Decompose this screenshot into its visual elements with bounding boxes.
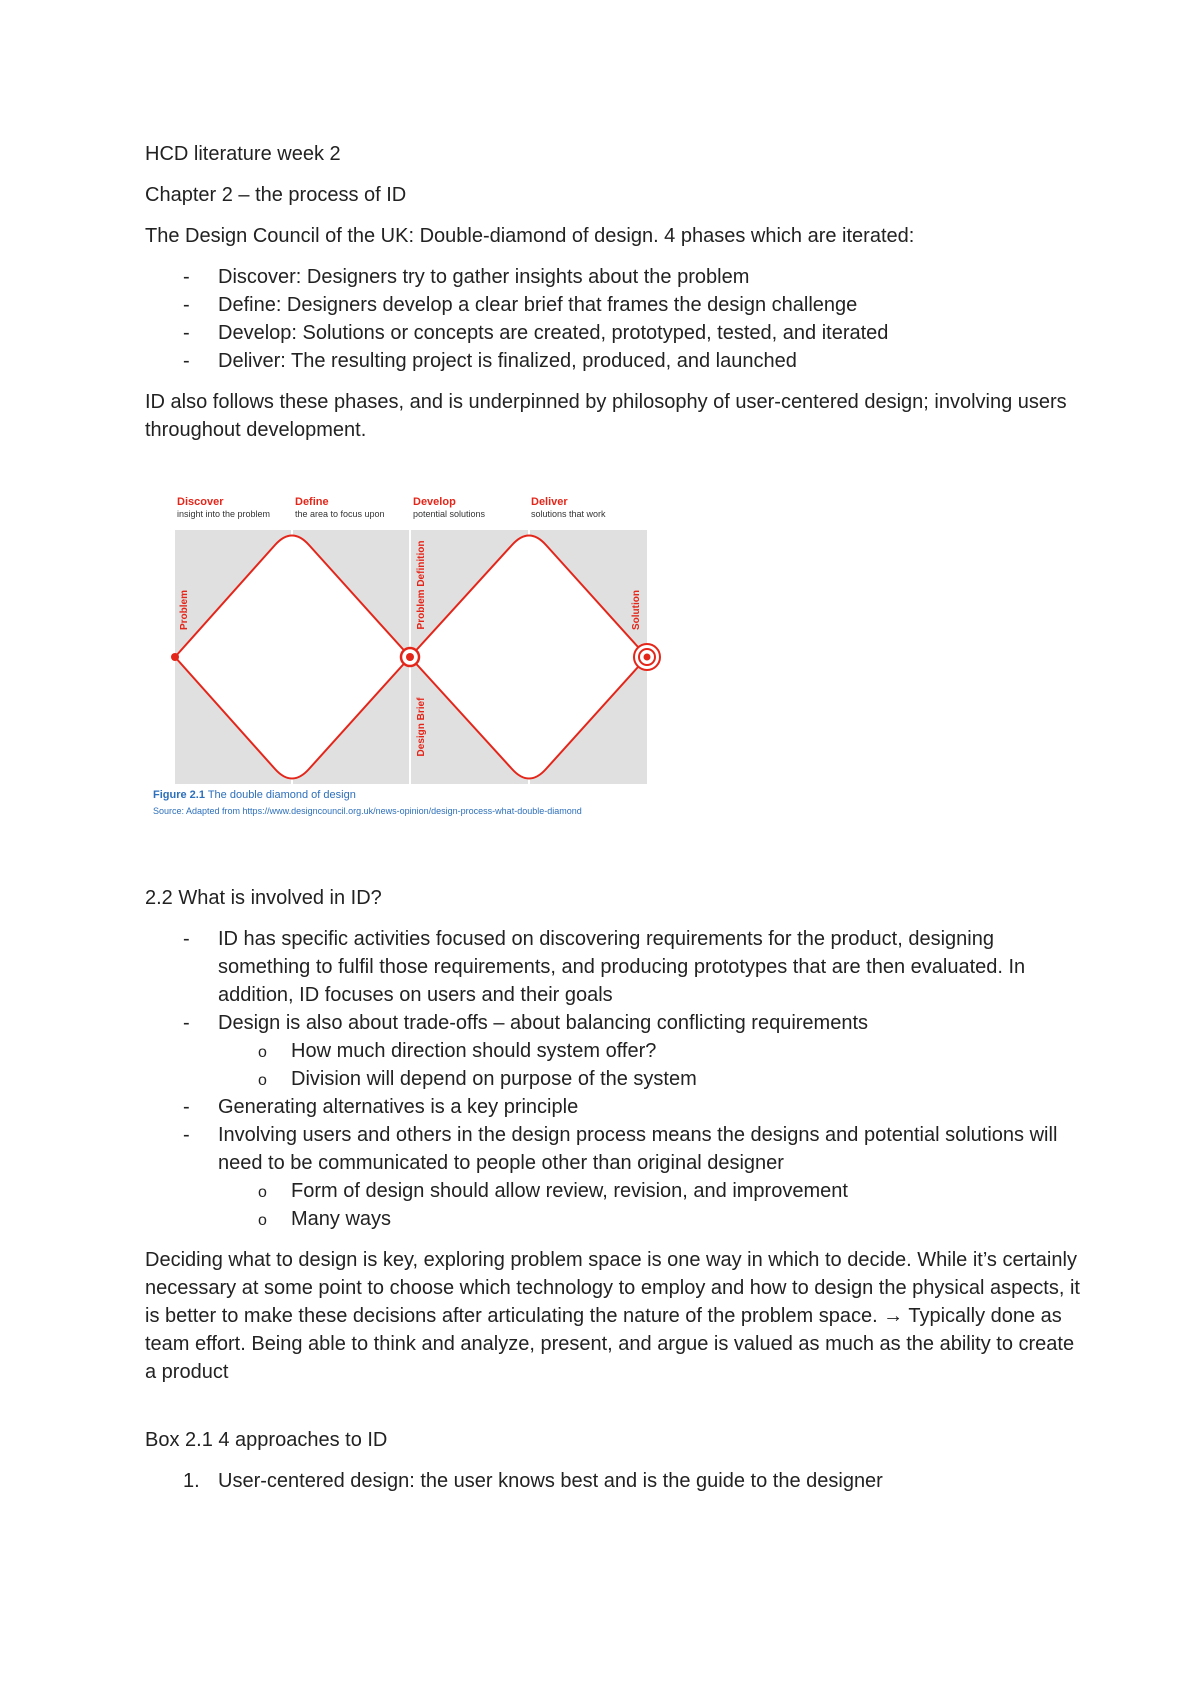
phase-name-discover: Discover (177, 496, 224, 508)
sub-bullet: o (258, 1044, 267, 1061)
list-item-text: ID has specific activities focused on discovering requirements for the product, designing something to fulfil those requirements, and producing prototypes that are then evaluated. In addition, ID focuses on users and their goals (218, 928, 1026, 1006)
phase-desc-deliver: solutions that work (531, 509, 606, 519)
list-item-text: Discover: Designers try to gather insights about the problem (218, 266, 750, 288)
sub-list-item-text: How much direction should system offer? (291, 1040, 657, 1062)
list-item (145, 1093, 1085, 1121)
dash-bullet: - (183, 266, 190, 288)
phases-list (145, 263, 1085, 375)
double-diamond-diagram (145, 460, 705, 800)
dash-bullet: - (183, 322, 190, 344)
sub-bullet: o (258, 1184, 267, 1201)
sub-list-item (218, 1177, 1085, 1205)
document-page (145, 140, 1085, 1495)
section-heading-2-2: 2.2 What is involved in ID? (145, 887, 382, 909)
list-item (145, 319, 1085, 347)
list-item (145, 347, 1085, 375)
end-target-center (644, 654, 651, 661)
sub-bullet: o (258, 1212, 267, 1229)
phase-desc-discover: insight into the problem (177, 509, 271, 519)
involved-list (145, 925, 1085, 1233)
sub-bullet: o (258, 1072, 267, 1089)
dash-bullet: - (183, 294, 190, 316)
list-item-text: Design is also about trade-offs – about balancing conflicting requirements (218, 1012, 869, 1034)
label-design-brief: Design Brief (416, 697, 427, 757)
start-point-icon (171, 653, 179, 661)
dash-bullet: - (183, 928, 190, 950)
dash-bullet: - (183, 1012, 190, 1034)
label-problem: Problem (179, 589, 190, 631)
chapter-heading: Chapter 2 – the process of ID (145, 184, 407, 206)
deciding-paragraph: Deciding what to design is key, exploring problem space is one way in which to decide. While it’s certainly necessary at some point to choose which technology to employ and how to design the physical aspects, it is better to make these decisions after articulating the nature of the problem space. → Typically done as team effort. Being able to think and analyze, present, and argue is valued as much as the ability to create a product (145, 1249, 1080, 1383)
sub-list-item-text: Many ways (291, 1208, 392, 1230)
phase-name-develop: Develop (413, 496, 456, 508)
midpoint-target-center (406, 653, 414, 661)
sub-list-item (218, 1065, 1085, 1093)
sub-list-item (218, 1037, 1085, 1065)
figure-caption-number: Figure 2.1 (153, 789, 205, 801)
list-item-text: Deliver: The resulting project is finalized, produced, and launched (218, 350, 797, 372)
list-item-text: Generating alternatives is a key principle (218, 1096, 579, 1118)
doc-title: HCD literature week 2 (145, 143, 341, 165)
dash-bullet: - (183, 1096, 190, 1118)
sub-list-item (218, 1205, 1085, 1233)
sub-list-item-text: Division will depend on purpose of the system (291, 1068, 697, 1090)
list-item (145, 291, 1085, 319)
phase-desc-define: the area to focus upon (295, 509, 385, 519)
dash-bullet: - (183, 1124, 190, 1146)
sub-list-item-text: Form of design should allow review, revision, and improvement (291, 1180, 848, 1202)
after-phases-paragraph: ID also follows these phases, and is underpinned by philosophy of user-centered design; involving users throughout development. (145, 391, 1067, 441)
dash-bullet: - (183, 350, 190, 372)
approaches-list (145, 1467, 1085, 1495)
list-item-text: Define: Designers develop a clear brief that frames the design challenge (218, 294, 858, 316)
phase-name-deliver: Deliver (531, 496, 568, 508)
label-problem-definition: Problem Definition (416, 540, 427, 630)
box-2-1-heading: Box 2.1 4 approaches to ID (145, 1429, 388, 1451)
list-item-text: Involving users and others in the design process means the designs and potential solutions will need to be communicated to people other than original designer (218, 1124, 1058, 1174)
intro-paragraph: The Design Council of the UK: Double-diamond of design. 4 phases which are iterated: (145, 225, 915, 247)
figure-caption-text: The double diamond of design (207, 789, 356, 801)
figure-source: Source: Adapted from https://www.designcouncil.org.uk/news-opinion/design-process-what-double-diamond (153, 806, 582, 816)
list-item (145, 1467, 1085, 1495)
tradeoffs-sublist (218, 1037, 1085, 1093)
list-item (145, 263, 1085, 291)
list-item-text: Develop: Solutions or concepts are created, prototyped, tested, and iterated (218, 322, 889, 344)
list-item (145, 1121, 1085, 1233)
list-item (145, 925, 1085, 1009)
label-solution: Solution (631, 590, 642, 630)
list-item-text: User-centered design: the user knows best and is the guide to the designer (218, 1470, 883, 1492)
phase-desc-develop: potential solutions (413, 509, 486, 519)
phase-name-define: Define (295, 496, 329, 508)
communicated-sublist (218, 1177, 1085, 1233)
figure-caption (153, 788, 356, 802)
double-diamond-figure (145, 460, 705, 816)
list-item (145, 1009, 1085, 1093)
list-number: 1. (183, 1470, 200, 1492)
